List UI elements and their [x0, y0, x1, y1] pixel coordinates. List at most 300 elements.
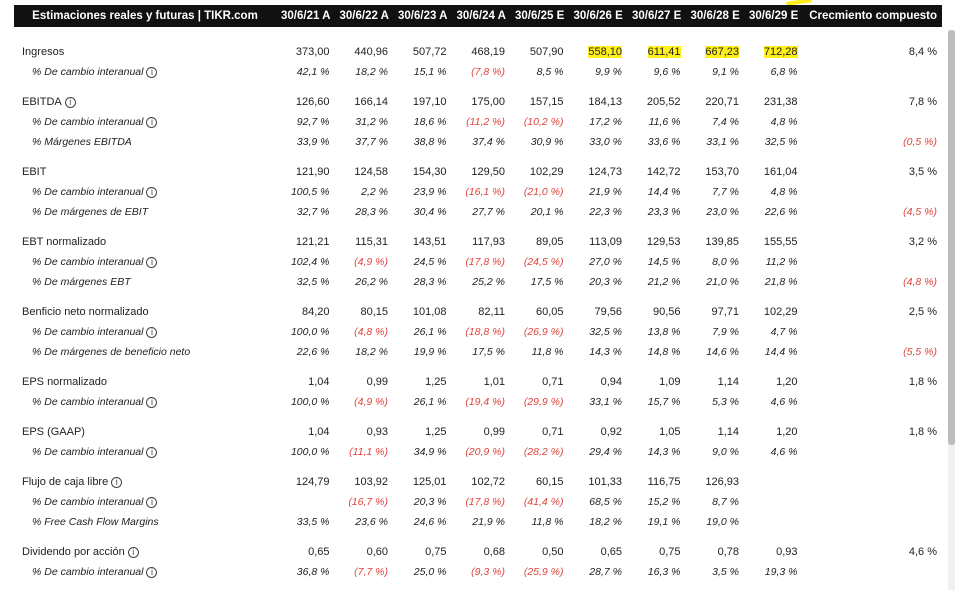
info-circle-icon[interactable]: i [146, 447, 157, 458]
value-text: 231,38 [763, 96, 798, 108]
value-cell [510, 562, 569, 582]
cagr-value: 1,8 % [908, 426, 937, 438]
value-text: 28,7 % [589, 566, 622, 578]
value-text: 155,55 [763, 236, 798, 248]
value-cell [627, 92, 686, 112]
value-text: 468,19 [471, 46, 505, 58]
value-cell [510, 442, 569, 462]
value-cell [510, 252, 569, 272]
value-text: 9,9 % [595, 66, 622, 78]
metric-label-cell [14, 202, 276, 222]
value-text: (7,7 %) [354, 566, 388, 578]
period-header[interactable]: 30/6/25 E [510, 5, 569, 27]
value-cell [276, 202, 335, 222]
cagr-cell [803, 342, 943, 362]
value-cell [452, 132, 511, 152]
value-text: 0,93 [776, 546, 798, 558]
metric-label-cell [14, 112, 276, 132]
value-text: 32,5 % [764, 136, 798, 148]
metric-row [14, 372, 942, 392]
value-cell [276, 132, 335, 152]
cagr-cell [803, 92, 943, 112]
cagr-value: 1,8 % [908, 376, 937, 388]
period-header[interactable]: 30/6/21 A [276, 5, 335, 27]
metric-label-cell [14, 42, 276, 62]
value-text: 60,15 [535, 476, 564, 488]
value-text: 15,1 % [413, 66, 447, 78]
row-spacer-cell [14, 222, 942, 232]
value-cell [686, 342, 745, 362]
metric-label-cell [14, 472, 276, 492]
value-cell [744, 252, 803, 272]
info-circle-icon[interactable]: i [146, 567, 157, 578]
metric-subrow [14, 322, 942, 342]
value-cell [686, 92, 745, 112]
value-text: 0,92 [600, 426, 622, 438]
value-cell [335, 202, 394, 222]
metric-label: % De cambio interanual [32, 446, 144, 458]
value-text: 4,7 % [770, 326, 798, 338]
metric-label-cell [14, 132, 276, 152]
value-cell [276, 42, 335, 62]
value-text: 102,29 [763, 306, 798, 318]
value-cell [510, 112, 569, 132]
cagr-cell [803, 492, 943, 512]
value-text: 373,00 [295, 46, 330, 58]
cagr-cell [803, 562, 943, 582]
value-cell [744, 302, 803, 322]
estimates-table [14, 5, 942, 582]
value-text: 0,93 [366, 426, 388, 438]
value-cell [335, 112, 394, 132]
row-spacer [14, 292, 942, 302]
metric-label-cell [14, 372, 276, 392]
value-cell [510, 342, 569, 362]
value-text: 0,99 [483, 426, 505, 438]
metric-row [14, 302, 942, 322]
value-text: 1,04 [308, 426, 330, 438]
value-cell [510, 182, 569, 202]
value-cell [686, 162, 745, 182]
value-cell [276, 112, 335, 132]
metric-label: % De cambio interanual [32, 256, 144, 268]
cagr-value: (4,8 %) [903, 276, 937, 288]
period-header[interactable]: 30/6/29 E [744, 5, 803, 27]
value-text: 0,65 [600, 546, 622, 558]
value-text: 25,2 % [472, 276, 505, 288]
value-cell [569, 372, 628, 392]
value-text: 4,6 % [770, 446, 798, 458]
value-text: 20,3 % [589, 276, 622, 288]
metric-row [14, 162, 942, 182]
value-text: 26,1 % [413, 396, 447, 408]
value-text: 33,5 % [296, 516, 330, 528]
metric-row [14, 92, 942, 112]
metric-subrow [14, 442, 942, 462]
value-text: 0,68 [483, 546, 505, 558]
period-header[interactable]: 30/6/28 E [686, 5, 745, 27]
value-cell [569, 182, 628, 202]
value-text: (4,9 %) [354, 256, 388, 268]
cagr-cell [803, 372, 943, 392]
value-text: 14,8 % [647, 346, 681, 358]
value-cell [510, 542, 569, 562]
value-cell [510, 392, 569, 412]
period-header[interactable]: 30/6/23 A [393, 5, 452, 27]
value-text: 124,58 [354, 166, 388, 178]
metric-label-cell [14, 512, 276, 532]
value-cell [276, 492, 335, 512]
value-text: 154,30 [412, 166, 447, 178]
value-text: 28,3 % [413, 276, 447, 288]
value-cell [744, 472, 803, 492]
value-text: 0,50 [542, 546, 564, 558]
value-cell [335, 62, 394, 82]
value-text: 31,2 % [355, 116, 388, 128]
metric-subrow [14, 342, 942, 362]
value-cell [393, 112, 452, 132]
value-cell [627, 252, 686, 272]
value-cell [510, 492, 569, 512]
value-text: 4,6 % [770, 396, 798, 408]
row-spacer-cell [14, 412, 942, 422]
value-cell [276, 442, 335, 462]
cagr-value: 3,5 % [908, 166, 937, 178]
metric-label-cell [14, 342, 276, 362]
row-spacer [14, 27, 942, 42]
value-text: 19,9 % [413, 346, 447, 358]
metric-subrow [14, 392, 942, 412]
value-cell [627, 132, 686, 152]
value-cell [276, 162, 335, 182]
cagr-cell [803, 232, 943, 252]
metric-subrow [14, 252, 942, 272]
value-text: 103,92 [354, 476, 388, 488]
value-text: 101,08 [412, 306, 447, 318]
value-text: 8,5 % [536, 66, 564, 78]
metric-subrow [14, 492, 942, 512]
value-text: 80,15 [360, 306, 388, 318]
row-spacer-cell [14, 462, 942, 472]
value-text: 1,04 [308, 376, 330, 388]
vertical-scrollbar[interactable] [948, 30, 955, 590]
value-text: 32,5 % [589, 326, 622, 338]
value-cell [510, 62, 569, 82]
value-text: (21,0 %) [523, 186, 564, 198]
value-text: 21,9 % [472, 516, 505, 528]
metric-label: Dividendo por acción [22, 546, 125, 558]
value-text: 23,3 % [647, 206, 681, 218]
value-cell [627, 442, 686, 462]
value-text: 29,4 % [589, 446, 622, 458]
value-cell [510, 202, 569, 222]
value-cell [627, 512, 686, 532]
value-cell [510, 422, 569, 442]
value-text: 184,13 [588, 96, 622, 108]
metric-label: % De cambio interanual [32, 396, 144, 408]
value-cell [335, 422, 394, 442]
value-text: 24,5 % [413, 256, 447, 268]
value-text: 7,4 % [712, 116, 739, 128]
metric-label: % Márgenes EBITDA [32, 136, 132, 148]
value-cell [686, 442, 745, 462]
period-header[interactable]: 30/6/26 E [569, 5, 628, 27]
info-circle-icon[interactable]: i [146, 117, 157, 128]
value-text: 36,8 % [296, 566, 330, 578]
value-cell [452, 542, 511, 562]
metric-subrow [14, 182, 942, 202]
value-text: 4,8 % [770, 186, 798, 198]
value-text: 13,8 % [647, 326, 681, 338]
value-text: 9,0 % [712, 446, 739, 458]
value-cell [276, 272, 335, 292]
value-text: 33,0 % [589, 136, 622, 148]
value-text: 4,8 % [770, 116, 798, 128]
metric-label-cell [14, 322, 276, 342]
value-cell [276, 472, 335, 492]
value-cell [452, 372, 511, 392]
metric-label-cell [14, 542, 276, 562]
metric-label: EBITDA [22, 96, 62, 108]
value-cell [627, 372, 686, 392]
cagr-header[interactable]: Crecmiento compuesto [803, 5, 943, 27]
period-header[interactable]: 30/6/22 A [335, 5, 394, 27]
value-text: 1,20 [776, 426, 798, 438]
metric-label-cell [14, 62, 276, 82]
value-text: 23,6 % [355, 516, 388, 528]
metric-label-cell [14, 272, 276, 292]
value-cell [335, 182, 394, 202]
value-cell [335, 392, 394, 412]
value-cell [569, 252, 628, 272]
value-text: 9,6 % [653, 66, 681, 78]
value-text: 11,8 % [531, 516, 564, 528]
value-text: 8,0 % [712, 256, 739, 268]
cagr-cell [803, 422, 943, 442]
value-cell [393, 252, 452, 272]
value-cell [276, 62, 335, 82]
value-text: 22,6 % [764, 206, 798, 218]
value-cell [335, 92, 394, 112]
value-cell [686, 42, 745, 62]
value-text: 126,93 [705, 476, 739, 488]
value-cell [452, 202, 511, 222]
value-text: 220,71 [705, 96, 739, 108]
value-cell [510, 132, 569, 152]
value-cell [393, 92, 452, 112]
cagr-cell [803, 542, 943, 562]
value-text: 7,7 % [712, 186, 739, 198]
metric-label: EPS (GAAP) [22, 426, 85, 438]
value-text: 7,9 % [712, 326, 739, 338]
info-circle-icon[interactable]: i [111, 477, 122, 488]
value-cell [452, 442, 511, 462]
value-text: 142,72 [646, 166, 681, 178]
value-text: (20,9 %) [465, 446, 505, 458]
value-text: 129,50 [471, 166, 505, 178]
cagr-value: 2,5 % [908, 306, 937, 318]
value-cell [452, 422, 511, 442]
value-cell [744, 512, 803, 532]
value-cell [393, 42, 452, 62]
value-cell [393, 62, 452, 82]
value-cell [686, 542, 745, 562]
period-header[interactable]: 30/6/24 A [452, 5, 511, 27]
value-cell [744, 162, 803, 182]
value-text: 0,94 [600, 376, 622, 388]
value-text: 82,11 [478, 306, 505, 318]
value-cell [627, 62, 686, 82]
value-text: 84,20 [301, 306, 330, 318]
value-text: (9,3 %) [471, 566, 505, 578]
value-cell [627, 182, 686, 202]
value-text: 89,05 [535, 236, 564, 248]
info-circle-icon[interactable]: i [146, 497, 157, 508]
value-text: 17,2 % [589, 116, 622, 128]
info-circle-icon[interactable]: i [146, 67, 157, 78]
value-cell [744, 132, 803, 152]
value-text: 17,5 % [530, 276, 564, 288]
value-cell [510, 92, 569, 112]
value-cell [393, 322, 452, 342]
value-text: 205,52 [646, 96, 681, 108]
metric-subrow [14, 62, 942, 82]
value-text: (17,8 %) [465, 256, 505, 268]
metric-row [14, 542, 942, 562]
value-text: 68,5 % [589, 496, 622, 508]
value-text: (26,9 %) [523, 326, 564, 338]
value-text: 27,7 % [472, 206, 505, 218]
value-text: (10,2 %) [523, 116, 564, 128]
value-text: 124,73 [588, 166, 622, 178]
value-text: 1,25 [425, 426, 447, 438]
value-text: (16,1 %) [465, 186, 505, 198]
value-cell [452, 62, 511, 82]
metric-label: % De cambio interanual [32, 496, 144, 508]
value-cell [510, 302, 569, 322]
value-text: 115,31 [355, 236, 388, 248]
value-text: 23,0 % [706, 206, 739, 218]
value-cell [276, 542, 335, 562]
value-text: 33,1 % [706, 136, 739, 148]
value-cell [744, 42, 803, 62]
value-text: 1,09 [659, 376, 681, 388]
value-text: 18,6 % [413, 116, 447, 128]
value-text: 33,9 % [296, 136, 330, 148]
metric-label: Flujo de caja libre [22, 476, 109, 488]
value-cell [569, 512, 628, 532]
metric-label-cell [14, 562, 276, 582]
scrollbar-thumb[interactable] [948, 30, 955, 445]
value-text: 26,2 % [355, 276, 388, 288]
value-text: 1,25 [425, 376, 447, 388]
value-text: (4,9 %) [354, 396, 388, 408]
value-text: 197,10 [412, 96, 447, 108]
value-cell [744, 562, 803, 582]
metric-label-cell [14, 492, 276, 512]
metric-row [14, 42, 942, 62]
value-text: 0,99 [366, 376, 388, 388]
value-text: 125,01 [412, 476, 447, 488]
value-text: (11,2 %) [466, 116, 505, 128]
value-cell [744, 202, 803, 222]
value-cell [335, 562, 394, 582]
value-text: 90,56 [652, 306, 681, 318]
value-text: 97,71 [711, 306, 739, 318]
value-text: 21,9 % [589, 186, 622, 198]
cagr-cell [803, 272, 943, 292]
value-cell [744, 92, 803, 112]
value-cell [452, 232, 511, 252]
value-text: 18,2 % [355, 346, 388, 358]
value-text: 1,14 [717, 426, 739, 438]
metric-label: % De cambio interanual [32, 566, 144, 578]
value-cell [744, 62, 803, 82]
value-cell [744, 392, 803, 412]
value-cell [744, 442, 803, 462]
metric-label: EPS normalizado [22, 376, 107, 388]
value-text: 2,2 % [361, 186, 388, 198]
value-cell [569, 562, 628, 582]
value-text: 1,01 [483, 376, 505, 388]
value-text: 33,1 % [589, 396, 622, 408]
value-cell [569, 92, 628, 112]
info-circle-icon[interactable]: i [146, 257, 157, 268]
value-text: 1,20 [776, 376, 798, 388]
value-cell [335, 162, 394, 182]
value-cell [744, 372, 803, 392]
metric-row [14, 472, 942, 492]
value-cell [569, 342, 628, 362]
value-cell [686, 472, 745, 492]
value-text: 440,96 [354, 46, 388, 58]
value-cell [335, 472, 394, 492]
row-spacer-cell [14, 152, 942, 162]
value-cell [452, 182, 511, 202]
metric-label-cell [14, 182, 276, 202]
value-text: 126,60 [295, 96, 330, 108]
value-text: (24,5 %) [523, 256, 564, 268]
value-text: 22,3 % [589, 206, 622, 218]
value-text: 34,9 % [413, 446, 447, 458]
info-circle-icon[interactable]: i [146, 187, 157, 198]
info-circle-icon[interactable]: i [128, 547, 139, 558]
value-cell [393, 162, 452, 182]
value-cell [393, 422, 452, 442]
value-cell [276, 252, 335, 272]
info-circle-icon[interactable]: i [65, 97, 76, 108]
value-cell [276, 232, 335, 252]
value-cell [569, 542, 628, 562]
value-text: 0,75 [659, 546, 681, 558]
info-circle-icon[interactable]: i [146, 397, 157, 408]
period-header[interactable]: 30/6/27 E [627, 5, 686, 27]
value-text: (18,8 %) [465, 326, 505, 338]
value-text: 22,6 % [296, 346, 330, 358]
value-cell [569, 272, 628, 292]
value-cell [276, 342, 335, 362]
metric-row [14, 422, 942, 442]
metric-row [14, 232, 942, 252]
info-circle-icon[interactable]: i [146, 327, 157, 338]
value-text: 121,21 [295, 236, 330, 248]
cagr-cell [803, 202, 943, 222]
value-text: (16,7 %) [348, 496, 388, 508]
value-text: (11,1 %) [349, 446, 388, 458]
value-cell [335, 132, 394, 152]
value-cell [627, 162, 686, 182]
value-cell [393, 442, 452, 462]
